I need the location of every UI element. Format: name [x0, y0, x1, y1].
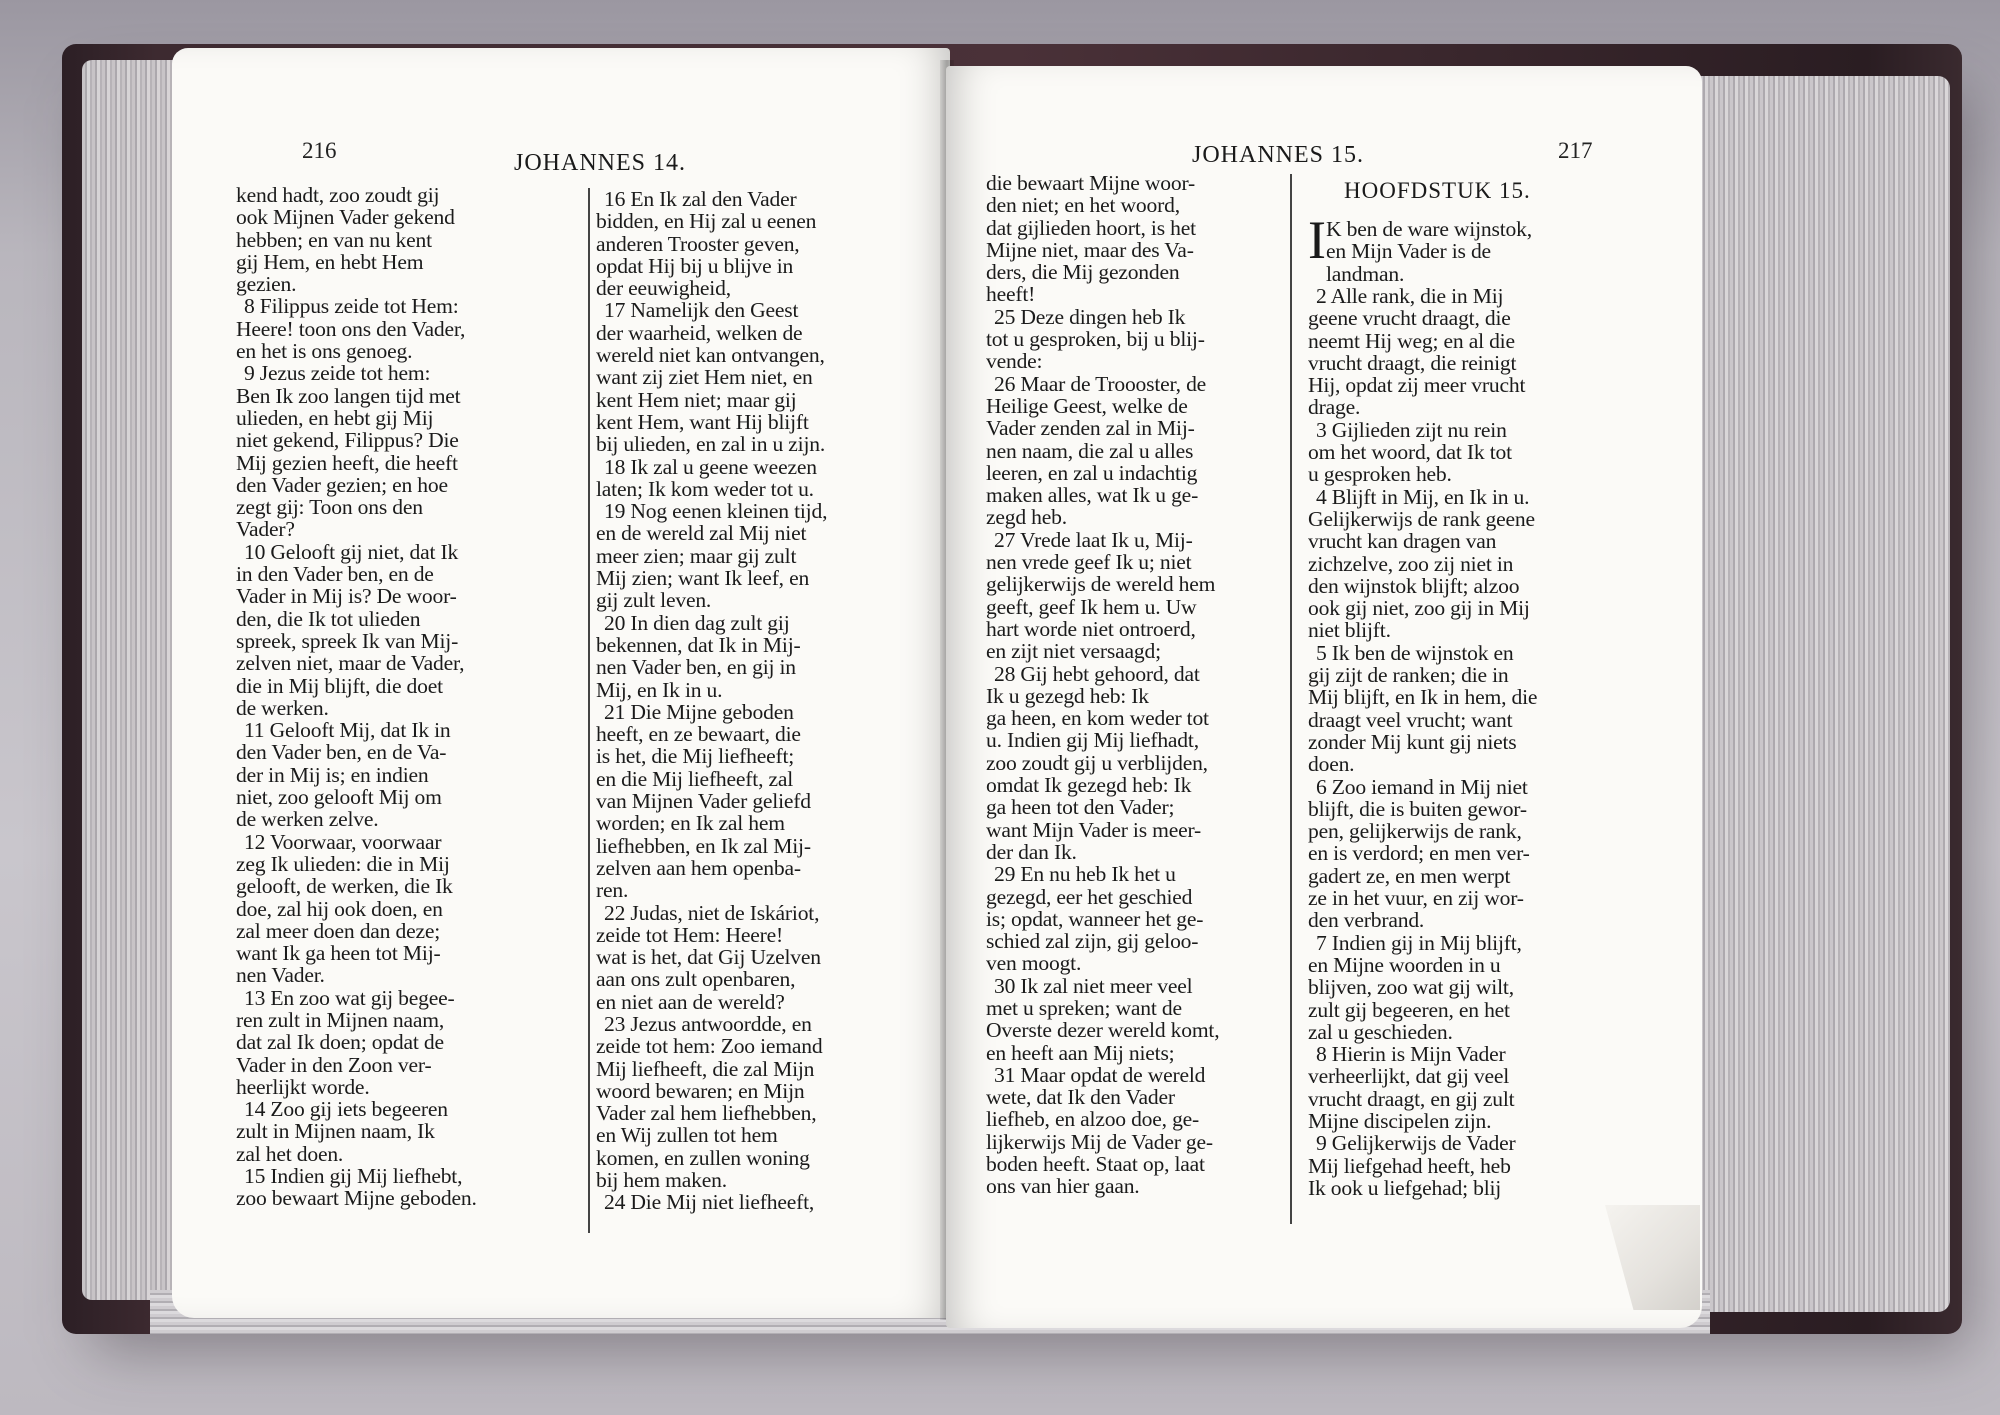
- text-line: 22 Judas, niet de Iskáriot,: [604, 900, 820, 925]
- text-line: hart worde niet ontroerd,: [986, 616, 1196, 641]
- text-line: zeg Ik ulieden: die in Mij: [236, 851, 450, 876]
- column-rule-left: [588, 188, 590, 1233]
- page-number-right: 217: [1558, 138, 1593, 163]
- text-line: landman.: [1326, 261, 1405, 286]
- text-line: verheerlijkt, dat gij veel: [1308, 1064, 1510, 1089]
- text-line: ders, die Mij gezonden: [986, 260, 1180, 285]
- text-line: Heilige Geest, welke de: [986, 393, 1188, 418]
- right-column-1: [986, 172, 1219, 1198]
- text-line: Hij, opdat zij meer vrucht: [1308, 373, 1526, 398]
- text-line: wereld niet kan ontvangen,: [596, 343, 825, 368]
- text-line: 8 Filippus zeide tot Hem:: [244, 294, 459, 319]
- text-line: geeft, geef Ik hem u. Uw: [986, 594, 1197, 619]
- text-line: en niet aan de wereld?: [596, 989, 785, 1014]
- text-line: u. Indien gij Mij liefhadt,: [986, 728, 1199, 753]
- text-line: 3 Gijlieden zijt nu rein: [1316, 417, 1507, 442]
- text-line: gadert ze, en men werpt: [1308, 863, 1511, 888]
- text-line: en heeft aan Mij niets;: [986, 1040, 1175, 1065]
- page-edges-right: [1690, 76, 1950, 1312]
- text-line: de werken zelve.: [236, 807, 379, 832]
- text-line: draagt veel vrucht; want: [1308, 707, 1513, 732]
- text-line: Mij liefgehad heeft, heb: [1308, 1153, 1511, 1178]
- text-line: die in Mij blijft, die doet: [236, 673, 443, 698]
- text-line: is het, die Mij liefheeft;: [596, 744, 795, 769]
- text-line: maken alles, wat Ik u ge-: [986, 483, 1199, 508]
- text-line: want Ik ga heen tot Mij-: [236, 941, 441, 966]
- text-line: nen naam, die zal u alles: [986, 438, 1194, 463]
- text-line: den verbrand.: [1308, 908, 1425, 933]
- text-line: schied zal zijn, gij geloo-: [986, 929, 1199, 954]
- running-head-right: JOHANNES 15.: [1192, 142, 1365, 168]
- text-line: Mijne niet, maar des Va-: [986, 237, 1194, 262]
- left-column-2: [596, 188, 827, 1214]
- text-line: dat gijlieden hoort, is het: [986, 215, 1196, 240]
- text-line: 24 Die Mij niet liefheeft,: [604, 1190, 815, 1215]
- text-line: ons van hier gaan.: [986, 1174, 1140, 1199]
- text-line: der eeuwigheid,: [596, 276, 731, 301]
- text-line: ook Mijnen Vader gekend: [236, 205, 455, 230]
- text-line: zegt gij: Toon ons den: [236, 495, 423, 520]
- text-line: van Mijnen Vader geliefd: [596, 789, 811, 814]
- text-line: gelijkerwijs de wereld hem: [986, 572, 1216, 597]
- text-line: gij zijt de ranken; die in: [1308, 663, 1509, 688]
- text-line: vende:: [986, 349, 1043, 374]
- text-line: pen, gelijkerwijs de rank,: [1308, 819, 1522, 844]
- text-line: 9 Gelijkerwijs de Vader: [1316, 1131, 1516, 1156]
- text-line: aan ons zult openbaren,: [596, 967, 796, 992]
- text-line: den Vader ben, en de Va-: [236, 740, 447, 765]
- text-line: dat zal Ik doen; opdat de: [236, 1030, 444, 1055]
- text-line: 31 Maar opdat de wereld: [994, 1062, 1206, 1087]
- text-line: 6 Zoo iemand in Mij niet: [1316, 774, 1528, 799]
- text-line: opdat Hij bij u blijve in: [596, 253, 794, 278]
- text-line: Mij blijft, en Ik in hem, die: [1308, 685, 1538, 710]
- text-line: Mij gezien heeft, die heeft: [236, 450, 458, 475]
- text-line: ze in het vuur, en zij wor-: [1308, 886, 1524, 911]
- text-line: gezien.: [236, 272, 297, 297]
- text-line: liefhebben, en Ik zal Mij-: [596, 833, 811, 858]
- text-line: nen Vader.: [236, 963, 325, 988]
- text-line: 12 Voorwaar, voorwaar: [244, 829, 442, 854]
- text-line: den Vader gezien; en hoe: [236, 472, 448, 497]
- text-line: der waarheid, welken de: [596, 320, 803, 345]
- text-line: ga heen tot den Vader;: [986, 795, 1175, 820]
- text-line: die bewaart Mijne woor-: [986, 171, 1196, 195]
- text-line: kend hadt, zoo zoudt gij: [236, 183, 440, 207]
- text-line: doen.: [1308, 752, 1355, 777]
- text-line: 23 Jezus antwoordde, en: [604, 1011, 812, 1036]
- text-line: zult gij begeeren, en het: [1308, 997, 1510, 1022]
- text-line: 30 Ik zal niet meer veel: [994, 973, 1193, 998]
- text-line: met u spreken; want de: [986, 995, 1182, 1020]
- text-line: tot u gesproken, bij u blij-: [986, 327, 1205, 352]
- text-line: en Wij zullen tot hem: [596, 1123, 778, 1148]
- drop-cap: I: [1308, 210, 1326, 270]
- text-line: zichzelve, zoo zij niet in: [1308, 551, 1514, 576]
- text-line: Overste dezer wereld komt,: [986, 1018, 1220, 1043]
- text-line: zal het doen.: [236, 1141, 344, 1166]
- text-line: Vader?: [236, 517, 295, 542]
- text-line: Vader zenden zal in Mij-: [986, 416, 1195, 441]
- text-line: ga heen, en kom weder tot: [986, 706, 1209, 731]
- text-line: den, die Ik tot ulieden: [236, 606, 421, 631]
- text-line: Mijne discipelen zijn.: [1308, 1108, 1492, 1133]
- text-line: heerlijkt worde.: [236, 1074, 370, 1099]
- text-line: u gesproken heb.: [1308, 462, 1452, 487]
- text-line: heeft!: [986, 282, 1036, 307]
- text-line: zoo bewaart Mijne geboden.: [236, 1186, 477, 1211]
- text-line: zonder Mij kunt gij niets: [1308, 729, 1517, 754]
- text-line: laten; Ik kom weder tot u.: [596, 476, 814, 501]
- text-line: gij Hem, en hebt Hem: [236, 249, 424, 274]
- right-page: [946, 66, 1702, 1328]
- text-line: 5 Ik ben de wijnstok en: [1316, 640, 1514, 665]
- text-line: in den Vader ben, en de: [236, 562, 434, 587]
- text-line: niet gekend, Filippus? Die: [236, 428, 459, 453]
- text-line: 25 Deze dingen heb Ik: [994, 304, 1186, 329]
- text-line: 19 Nog eenen kleinen tijd,: [604, 499, 828, 524]
- text-line: 11 Gelooft Mij, dat Ik in: [244, 718, 451, 743]
- text-line: boden heeft. Staat op, laat: [986, 1152, 1205, 1177]
- text-line: bekennen, dat Ik in Mij-: [596, 632, 801, 657]
- running-head-left: JOHANNES 14.: [514, 150, 687, 176]
- text-line: niet blijft.: [1308, 618, 1391, 643]
- text-line: zeide tot Hem: Heere!: [596, 922, 784, 947]
- text-line: Heere! toon ons den Vader,: [236, 316, 466, 341]
- text-line: want zij ziet Hem niet, en: [596, 365, 813, 390]
- text-line: leeren, en zal u indachtig: [986, 460, 1198, 485]
- text-line: heeft, en ze bewaart, die: [596, 722, 801, 747]
- text-line: ren zult in Mijnen naam,: [236, 1007, 445, 1032]
- text-line: 7 Indien gij in Mij blijft,: [1316, 930, 1522, 955]
- chapter-heading: HOOFDSTUK 15.: [1344, 178, 1531, 203]
- text-line: zegd heb.: [986, 505, 1067, 530]
- text-line: om het woord, dat Ik tot: [1308, 440, 1512, 465]
- text-line: Vader zal hem liefhebben,: [596, 1101, 817, 1126]
- text-line: 29 En nu heb Ik het u: [994, 862, 1176, 887]
- text-line: komen, en zullen woning: [596, 1145, 810, 1170]
- text-line: blijft, die is buiten gewor-: [1308, 796, 1527, 821]
- page-number-left: 216: [302, 138, 337, 163]
- text-line: 9 Jezus zeide tot hem:: [244, 361, 431, 386]
- text-line: Gelijkerwijs de rank geene: [1308, 506, 1535, 531]
- text-line: kent Hem niet; maar gij: [596, 387, 797, 412]
- text-line: blijven, zoo wat gij wilt,: [1308, 975, 1514, 1000]
- text-line: en de wereld zal Mij niet: [596, 521, 807, 546]
- text-line: 13 En zoo wat gij begee-: [244, 985, 455, 1010]
- text-line: wat is het, dat Gij Uzelven: [596, 945, 821, 970]
- text-line: zal u geschieden.: [1308, 1019, 1453, 1044]
- text-line: en zijt niet versaagd;: [986, 639, 1161, 664]
- text-line: zult in Mijnen naam, Ik: [236, 1119, 435, 1144]
- text-line: Mij, en Ik in u.: [596, 677, 723, 702]
- text-line: en Mijne woorden in u: [1308, 952, 1501, 977]
- text-line: anderen Trooster geven,: [596, 231, 800, 256]
- text-line: de werken.: [236, 695, 329, 720]
- text-line: doe, zal hij ook doen, en: [236, 896, 443, 921]
- text-line: 10 Gelooft gij niet, dat Ik: [244, 539, 459, 564]
- text-line: der dan Ik.: [986, 839, 1077, 864]
- text-line: en die Mij liefheeft, zal: [596, 766, 794, 791]
- text-line: kent Hem, want Hij blijft: [596, 409, 809, 434]
- text-line: gezegd, eer het geschied: [986, 884, 1193, 909]
- text-line: ook gij niet, zoo gij in Mij: [1308, 596, 1530, 621]
- text-line: niet, zoo gelooft Mij om: [236, 785, 442, 810]
- text-line: bij ulieden, en zal in u zijn.: [596, 432, 826, 457]
- text-line: gij zult leven.: [596, 588, 712, 613]
- text-line: zeide tot hem: Zoo iemand: [596, 1034, 823, 1059]
- text-line: lijkerwijs Mij de Vader ge-: [986, 1129, 1213, 1154]
- text-line: Vader in den Zoon ver-: [236, 1052, 432, 1077]
- text-line: der in Mij is; en indien: [236, 762, 429, 787]
- text-line: Ik ook u liefgehad; blij: [1308, 1175, 1502, 1200]
- text-line: liefheb, en alzoo doe, ge-: [986, 1107, 1200, 1132]
- text-line: bidden, en Hij zal u eenen: [596, 209, 817, 234]
- text-line: ulieden, en hebt gij Mij: [236, 405, 434, 430]
- right-column-2: [1308, 285, 1537, 1199]
- text-line: woord bewaren; en Mijn: [596, 1078, 805, 1103]
- text-line: vrucht kan dragen van: [1308, 529, 1497, 554]
- text-line: 4 Blijft in Mij, en Ik in u.: [1316, 484, 1530, 509]
- text-line: 2 Alle rank, die in Mij: [1316, 284, 1504, 308]
- text-line: den wijnstok blijft; alzoo: [1308, 573, 1520, 598]
- text-line: Ben Ik zoo langen tijd met: [236, 383, 461, 408]
- text-line: Vader in Mij is? De woor-: [236, 584, 457, 609]
- text-line: hebben; en van nu kent: [236, 227, 432, 252]
- text-line: nen Vader ben, en gij in: [596, 655, 796, 680]
- text-line: drage.: [1308, 395, 1361, 420]
- text-line: 16 En Ik zal den Vader: [604, 187, 797, 211]
- text-line: K ben de ware wijnstok,: [1326, 217, 1532, 241]
- text-line: neemt Hij weg; en al die: [1308, 328, 1515, 353]
- text-line: 28 Gij hebt gehoord, dat: [994, 661, 1200, 686]
- text-line: 8 Hierin is Mijn Vader: [1316, 1042, 1506, 1067]
- text-line: bij hem maken.: [596, 1168, 727, 1193]
- text-line: geene vrucht draagt, die: [1308, 306, 1511, 331]
- text-line: spreek, spreek Ik van Mij-: [236, 628, 459, 653]
- text-line: Mij zien; want Ik leef, en: [596, 566, 810, 591]
- text-line: 20 In dien dag zult gij: [604, 610, 790, 635]
- left-page: [172, 48, 950, 1318]
- text-line: 18 Ik zal u geene weezen: [604, 454, 817, 479]
- text-line: zoo zoudt gij u verblijden,: [986, 750, 1208, 775]
- text-line: omdat Ik gezegd heb: Ik: [986, 773, 1192, 798]
- text-line: zal meer doen dan deze;: [236, 918, 441, 943]
- text-line: 27 Vrede laat Ik u, Mij-: [994, 527, 1193, 552]
- text-line: zelven niet, maar de Vader,: [236, 651, 465, 676]
- text-line: ven moogt.: [986, 951, 1082, 976]
- text-line: vrucht draagt, die reinigt: [1308, 350, 1517, 375]
- text-line: en Mijn Vader is de: [1326, 239, 1491, 264]
- text-line: den niet; en het woord,: [986, 193, 1180, 218]
- text-line: meer zien; maar gij zult: [596, 543, 797, 568]
- text-line: is; opdat, wanneer het ge-: [986, 906, 1204, 931]
- text-line: 14 Zoo gij iets begeeren: [244, 1097, 448, 1122]
- text-line: want Mijn Vader is meer-: [986, 817, 1202, 842]
- text-line: 17 Namelijk den Geest: [604, 298, 799, 323]
- left-column-1: [236, 184, 477, 1210]
- right-column-2-opening: [1326, 218, 1532, 285]
- text-line: 26 Maar de Troooster, de: [994, 371, 1207, 396]
- text-line: ren.: [596, 878, 629, 903]
- text-line: 15 Indien gij Mij liefhebt,: [244, 1164, 463, 1189]
- text-line: wete, dat Ik den Vader: [986, 1085, 1175, 1110]
- text-line: worden; en Ik zal hem: [596, 811, 785, 836]
- column-rule-right: [1290, 174, 1292, 1224]
- text-line: en het is ons genoeg.: [236, 339, 413, 364]
- text-line: Ik u gezegd heb: Ik: [986, 683, 1149, 708]
- text-line: en is verdord; en men ver-: [1308, 841, 1530, 866]
- text-line: Mij liefheeft, die zal Mijn: [596, 1056, 815, 1081]
- text-line: zelven aan hem openba-: [596, 855, 801, 880]
- page-edges-left: [82, 60, 182, 1300]
- text-line: vrucht draagt, en gij zult: [1308, 1086, 1515, 1111]
- text-line: nen vrede geef Ik u; niet: [986, 550, 1192, 575]
- text-line: 21 Die Mijne geboden: [604, 699, 794, 724]
- text-line: gelooft, de werken, die Ik: [236, 874, 453, 899]
